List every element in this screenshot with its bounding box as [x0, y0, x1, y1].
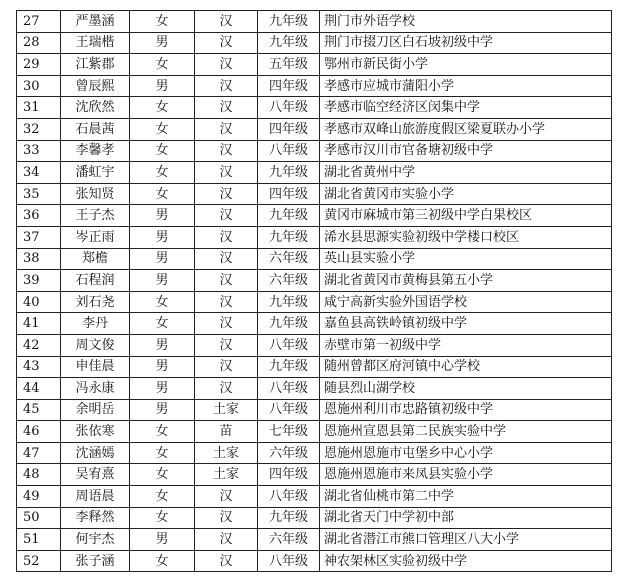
table-row [17, 378, 612, 400]
row-number: 39 [17, 270, 61, 292]
student-name: 刘石尧 [61, 291, 130, 313]
gender-cell: 女 [130, 464, 195, 486]
gender-cell: 男 [130, 75, 195, 97]
ethnicity-cell: 汉 [195, 486, 258, 508]
table-row [17, 32, 612, 54]
ethnicity-cell: 苗 [195, 421, 258, 443]
student-name: 岑正雨 [61, 226, 130, 248]
student-name: 张依寒 [61, 421, 130, 443]
school-cell: 湖北省黄州中学 [320, 162, 612, 184]
student-name: 李丹 [61, 313, 130, 335]
student-name: 郑檐 [61, 248, 130, 270]
school-cell: 孝感市双峰山旅游度假区梁夏联办小学 [320, 118, 612, 140]
student-name: 石晨茜 [61, 118, 130, 140]
row-number: 52 [17, 550, 61, 572]
school-cell: 恩施州利川市忠路镇初级中学 [320, 399, 612, 421]
grade-cell: 八年级 [258, 140, 320, 162]
grade-cell: 八年级 [258, 399, 320, 421]
ethnicity-cell: 汉 [195, 248, 258, 270]
ethnicity-cell: 汉 [195, 118, 258, 140]
grade-cell: 四年级 [258, 75, 320, 97]
student-name: 张子涵 [61, 550, 130, 572]
table-row [17, 205, 612, 227]
gender-cell: 女 [130, 550, 195, 572]
gender-cell: 男 [130, 378, 195, 400]
student-name: 申佳晨 [61, 356, 130, 378]
grade-cell: 六年级 [258, 442, 320, 464]
row-number: 49 [17, 486, 61, 508]
student-name: 曾辰熙 [61, 75, 130, 97]
gender-cell: 女 [130, 118, 195, 140]
table-row [17, 118, 612, 140]
ethnicity-cell: 土家 [195, 399, 258, 421]
row-number: 31 [17, 97, 61, 119]
gender-cell: 女 [130, 442, 195, 464]
row-number: 33 [17, 140, 61, 162]
school-cell: 湖北省天门中学初中部 [320, 507, 612, 529]
ethnicity-cell: 汉 [195, 529, 258, 551]
table-row [17, 162, 612, 184]
row-number: 30 [17, 75, 61, 97]
grade-cell: 八年级 [258, 97, 320, 119]
table-row [17, 270, 612, 292]
row-number: 28 [17, 32, 61, 54]
school-cell: 随县烈山湖学校 [320, 378, 612, 400]
row-number: 46 [17, 421, 61, 443]
student-name: 何宇杰 [61, 529, 130, 551]
gender-cell: 男 [130, 399, 195, 421]
ethnicity-cell: 汉 [195, 140, 258, 162]
school-cell: 孝感市临空经济区闵集中学 [320, 97, 612, 119]
grade-cell: 八年级 [258, 486, 320, 508]
ethnicity-cell: 汉 [195, 356, 258, 378]
ethnicity-cell: 汉 [195, 183, 258, 205]
grade-cell: 九年级 [258, 313, 320, 335]
gender-cell: 女 [130, 421, 195, 443]
gender-cell: 男 [130, 270, 195, 292]
grade-cell: 八年级 [258, 334, 320, 356]
table-row [17, 11, 612, 33]
table-row [17, 529, 612, 551]
row-number: 38 [17, 248, 61, 270]
gender-cell: 女 [130, 291, 195, 313]
gender-cell: 女 [130, 11, 195, 33]
school-cell: 嘉鱼县高铁岭镇初级中学 [320, 313, 612, 335]
table-row [17, 356, 612, 378]
school-cell: 荆门市外语学校 [320, 11, 612, 33]
row-number: 32 [17, 118, 61, 140]
gender-cell: 女 [130, 140, 195, 162]
school-cell: 随州曾都区府河镇中心学校 [320, 356, 612, 378]
gender-cell: 男 [130, 356, 195, 378]
ethnicity-cell: 汉 [195, 75, 258, 97]
table-row [17, 226, 612, 248]
ethnicity-cell: 汉 [195, 226, 258, 248]
school-cell: 咸宁高新实验外国语学校 [320, 291, 612, 313]
school-cell: 孝感市应城市蒲阳小学 [320, 75, 612, 97]
school-cell: 荆门市掇刀区白石坡初级中学 [320, 32, 612, 54]
ethnicity-cell: 汉 [195, 291, 258, 313]
school-cell: 恩施州恩施市来凤县实验小学 [320, 464, 612, 486]
table-row [17, 313, 612, 335]
grade-cell: 七年级 [258, 421, 320, 443]
gender-cell: 男 [130, 529, 195, 551]
grade-cell: 八年级 [258, 550, 320, 572]
gender-cell: 男 [130, 334, 195, 356]
gender-cell: 女 [130, 507, 195, 529]
ethnicity-cell: 汉 [195, 270, 258, 292]
grade-cell: 九年级 [258, 507, 320, 529]
ethnicity-cell: 汉 [195, 162, 258, 184]
school-cell: 湖北省潜江市熊口管理区八大小学 [320, 529, 612, 551]
row-number: 37 [17, 226, 61, 248]
row-number: 40 [17, 291, 61, 313]
ethnicity-cell: 汉 [195, 313, 258, 335]
ethnicity-cell: 汉 [195, 507, 258, 529]
student-name: 沈欣然 [61, 97, 130, 119]
ethnicity-cell: 汉 [195, 11, 258, 33]
ethnicity-cell: 汉 [195, 97, 258, 119]
table-row [17, 291, 612, 313]
student-roster-table [16, 10, 612, 572]
school-cell: 湖北省仙桃市第二中学 [320, 486, 612, 508]
table-row [17, 140, 612, 162]
grade-cell: 六年级 [258, 529, 320, 551]
student-name: 冯永康 [61, 378, 130, 400]
grade-cell: 九年级 [258, 291, 320, 313]
table-row [17, 183, 612, 205]
grade-cell: 五年级 [258, 54, 320, 76]
ethnicity-cell: 土家 [195, 464, 258, 486]
row-number: 50 [17, 507, 61, 529]
row-number: 51 [17, 529, 61, 551]
grade-cell: 九年级 [258, 356, 320, 378]
row-number: 47 [17, 442, 61, 464]
student-name: 王瑞楷 [61, 32, 130, 54]
school-cell: 神农架林区实验初级中学 [320, 550, 612, 572]
school-cell: 湖北省黄冈市实验小学 [320, 183, 612, 205]
table-row [17, 54, 612, 76]
table-row [17, 507, 612, 529]
gender-cell: 男 [130, 226, 195, 248]
gender-cell: 女 [130, 54, 195, 76]
gender-cell: 男 [130, 248, 195, 270]
row-number: 29 [17, 54, 61, 76]
student-name: 沈涵嫣 [61, 442, 130, 464]
gender-cell: 女 [130, 162, 195, 184]
ethnicity-cell: 汉 [195, 550, 258, 572]
student-name: 严墨涵 [61, 11, 130, 33]
table-row [17, 334, 612, 356]
school-cell: 英山县实验小学 [320, 248, 612, 270]
row-number: 45 [17, 399, 61, 421]
row-number: 44 [17, 378, 61, 400]
gender-cell: 男 [130, 32, 195, 54]
ethnicity-cell: 土家 [195, 442, 258, 464]
school-cell: 鄂州市新民街小学 [320, 54, 612, 76]
gender-cell: 女 [130, 97, 195, 119]
gender-cell: 女 [130, 313, 195, 335]
table-row [17, 399, 612, 421]
ethnicity-cell: 汉 [195, 205, 258, 227]
school-cell: 恩施州宣恩县第二民族实验中学 [320, 421, 612, 443]
grade-cell: 九年级 [258, 226, 320, 248]
grade-cell: 八年级 [258, 378, 320, 400]
student-name: 潘虹宇 [61, 162, 130, 184]
grade-cell: 九年级 [258, 162, 320, 184]
table-row [17, 75, 612, 97]
table-row [17, 442, 612, 464]
ethnicity-cell: 汉 [195, 32, 258, 54]
school-cell: 浠水县思源实验初级中学楼口校区 [320, 226, 612, 248]
school-cell: 恩施州恩施市屯堡乡中心小学 [320, 442, 612, 464]
student-name: 吴宥熹 [61, 464, 130, 486]
row-number: 36 [17, 205, 61, 227]
grade-cell: 六年级 [258, 270, 320, 292]
row-number: 48 [17, 464, 61, 486]
student-name: 李馨孝 [61, 140, 130, 162]
roster-body [17, 11, 612, 572]
table-row [17, 97, 612, 119]
student-name: 周语晨 [61, 486, 130, 508]
row-number: 42 [17, 334, 61, 356]
table-row [17, 486, 612, 508]
school-cell: 赤壁市第一初级中学 [320, 334, 612, 356]
school-cell: 湖北省黄冈市黄梅县第五小学 [320, 270, 612, 292]
student-name: 余明岳 [61, 399, 130, 421]
school-cell: 孝感市汉川市官备塘初级中学 [320, 140, 612, 162]
table-row [17, 421, 612, 443]
grade-cell: 四年级 [258, 118, 320, 140]
grade-cell: 九年级 [258, 205, 320, 227]
student-name: 周文俊 [61, 334, 130, 356]
gender-cell: 女 [130, 486, 195, 508]
student-name: 王子杰 [61, 205, 130, 227]
student-name: 张知贤 [61, 183, 130, 205]
gender-cell: 女 [130, 183, 195, 205]
row-number: 43 [17, 356, 61, 378]
row-number: 34 [17, 162, 61, 184]
grade-cell: 四年级 [258, 183, 320, 205]
table-row [17, 550, 612, 572]
ethnicity-cell: 汉 [195, 54, 258, 76]
student-name: 石程润 [61, 270, 130, 292]
ethnicity-cell: 汉 [195, 378, 258, 400]
grade-cell: 九年级 [258, 32, 320, 54]
row-number: 27 [17, 11, 61, 33]
gender-cell: 男 [130, 205, 195, 227]
table-row [17, 248, 612, 270]
student-name: 李释然 [61, 507, 130, 529]
ethnicity-cell: 汉 [195, 334, 258, 356]
table-row [17, 464, 612, 486]
row-number: 41 [17, 313, 61, 335]
grade-cell: 六年级 [258, 248, 320, 270]
student-name: 江紫郡 [61, 54, 130, 76]
school-cell: 黄冈市麻城市第三初级中学白果校区 [320, 205, 612, 227]
grade-cell: 九年级 [258, 11, 320, 33]
row-number: 35 [17, 183, 61, 205]
grade-cell: 四年级 [258, 464, 320, 486]
